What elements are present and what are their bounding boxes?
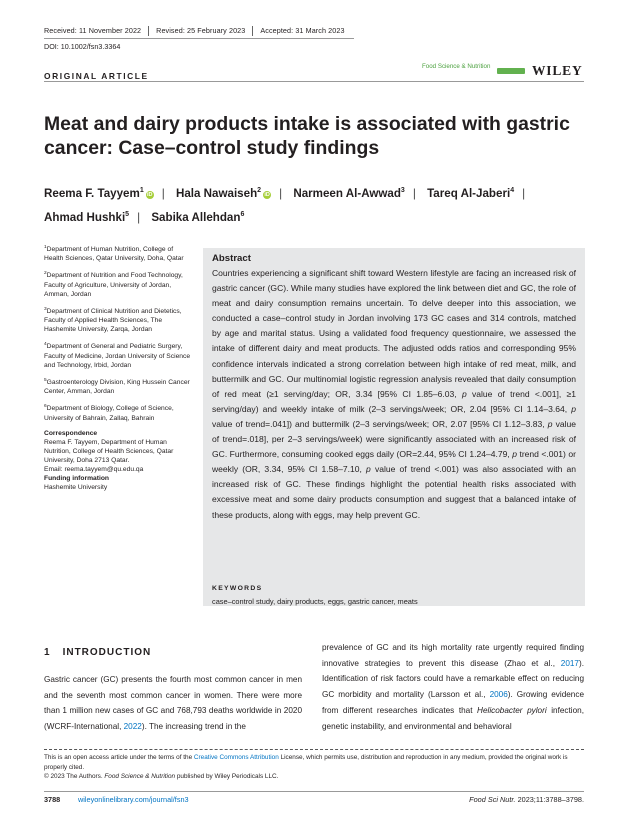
- correspondence-email: Email: reema.tayyem@qu.edu.qa: [44, 466, 144, 474]
- article-title: Meat and dairy products intake is associated with gastric cancer: Case–control study findings: [44, 113, 570, 159]
- license-notice: [44, 753, 584, 782]
- citation-link[interactable]: 2022: [123, 722, 142, 732]
- author[interactable]: Hala Nawaiseh$^2$iD: [175, 186, 270, 200]
- funding: [44, 474, 192, 492]
- doi[interactable]: DOI: 10.1002/fsn3.3364: [44, 42, 121, 51]
- revised-date: Revised: 25 February 2023: [156, 26, 246, 35]
- abstract-heading: Abstract: [212, 253, 251, 264]
- author[interactable]: Sabika Allehdan$^6$: [151, 210, 245, 224]
- author[interactable]: Narmeen Al-Awwad$^3$: [293, 186, 405, 200]
- author[interactable]: Tareq Al-Jaberi$^4$: [427, 186, 515, 200]
- abstract-body: Countries experiencing a significant shift toward Western lifestyle are facing an increased risk of gastric cancer (GC). While many studies have explored the link between diet and GC, the role of meat and dairy consumption remains uncertain. To delve deeper into this association, we conducted a case–control study in Jordan involving 173 GC cases and 314 controls, matched by age and marital status. Using a validated food frequency questionnaire, we assessed the intake of different dairy and meat products. The adjusted odds ratios and corresponding 95% confidence intervals indicated a strong correlation between high intake of red meat, milk, and buttermilk and GC. Our multinomial logistic regression analysis revealed that daily consumption of red meat (≥1 serving/day; OR, 3.34 [95% CI 1.85–6.03, p value of trend <.001], ≥1 serving/day) and weekly intake of milk (2–3 servings/week; OR, 2.04 [95% CI 1.14–3.64, p value of trend=.041]) and buttermilk (2–3 servings/week; OR, 2.07 [95% CI 1.12–3.83, p value of trend=.018], per 2–3 servings/week) were significantly associated with an increased risk of GC. Furthermore, consuming cooked eggs daily (OR=2.44, 95% CI 1.24–4.79, p trend <.001) or weekly (OR, 3.34, 95% CI 1.58–7.10, p value of trend <.001) was also associated with an increased risk of GC. These findings highlight the potential health risks associated with excessive meat and some dairy products consumption and suggest that a balanced intake of these products, along with eggs, may help prevent GC.: [212, 268, 577, 520]
- divider: [148, 26, 149, 36]
- citation-link[interactable]: 2017: [560, 658, 579, 668]
- citation-link[interactable]: 2006: [489, 690, 508, 700]
- orcid-icon[interactable]: iD: [146, 191, 153, 198]
- divider: [252, 26, 253, 36]
- funding-heading: Funding information: [44, 475, 110, 483]
- divider: [44, 749, 584, 750]
- affiliation: $^5$Gastroenterology Division, King Hussein Cancer Center, Amman, Jordan: [44, 377, 190, 396]
- section-heading: 1 INTRODUCTION: [44, 647, 152, 658]
- keywords-heading: KEYWORDS: [212, 585, 263, 592]
- affiliations-column: [44, 243, 192, 492]
- license-text: This is an open access article under the terms of the Creative Commons Attribution License, which permits use, distribution and reproduction in any medium, provided the original work is properly cited.: [44, 754, 568, 771]
- intro-column-left: Gastric cancer (GC) presents the fourth most common cancer in men and the seventh most common cancer in women. There were more than 1 million new cases of GC and 768,793 deaths worldwide in 2020 (WCRF-International, 2022). The increasing trend in the: [44, 675, 302, 732]
- divider: [44, 791, 584, 792]
- citation-line: Food Sci Nutr. 2023;11:3788–3798.: [469, 795, 584, 804]
- affiliation: $^4$Department of General and Pediatric Surgery, Faculty of Medicine, Jordan University of Science and Technology, Irbid, Jordan: [44, 342, 191, 369]
- author[interactable]: Ahmad Hushki$^5$: [44, 210, 130, 224]
- author-list: Reema F. Tayyem$^1$iD | Hala Nawaiseh$^2$iD | Narmeen Al-Awwad$^3$ | Tareq Al-Jaberi$^4$ | Ahmad Hushki$^5$ | Sabika Allehdan$^6$: [44, 186, 526, 224]
- email-link[interactable]: reema.tayyem@qu.edu.qa: [64, 466, 144, 474]
- intro-column-right: prevalence of GC and its high mortality rate urgently required finding innovative strategies to prevent this disease (Zhao et al., 2017). Identification of risk factors could have a remarkable effect on reducing GC morbidity and mortality (Larsson et al., 2006). Growing evidence from different researches indicates that Helicobacter pylori infection, genetic instability, and environmental and behavioral: [322, 643, 585, 731]
- received-date: Received: 11 November 2022: [44, 26, 142, 35]
- divider: [44, 81, 584, 82]
- license-link[interactable]: Creative Commons Attribution: [193, 754, 279, 761]
- article-type: ORIGINAL ARTICLE: [44, 71, 149, 81]
- journal-url[interactable]: wileyonlinelibrary.com/journal/fsn3: [78, 795, 189, 804]
- author[interactable]: Reema F. Tayyem$^1$iD: [44, 186, 153, 200]
- orcid-icon[interactable]: iD: [264, 191, 270, 198]
- accepted-date: Accepted: 31 March 2023: [260, 26, 345, 35]
- correspondence: [44, 429, 192, 474]
- divider: [44, 38, 354, 39]
- correspondence-heading: Correspondence: [44, 429, 98, 437]
- affiliation: $^3$Department of Clinical Nutrition and Dietetics, Faculty of Applied Health Sciences, The Hashemite University, Zarqa, Jordan: [44, 306, 182, 334]
- journal-chip-icon: [497, 68, 525, 74]
- affiliation: $^2$Department of Nutrition and Food Technology, Faculty of Agriculture, University of Jordan, Amman, Jordan: [44, 271, 183, 298]
- dates-line: [44, 26, 345, 36]
- copyright: © 2023 The Authors. Food Science & Nutrition published by Wiley Periodicals LLC.: [44, 773, 279, 781]
- publisher-logo[interactable]: WILEY: [532, 63, 583, 78]
- affiliation: $^6$Department of Biology, College of Science, University of Bahrain, Zallaq, Bahrain: [44, 404, 174, 422]
- correspondence-address: Reema F. Tayyem, Department of Human Nutrition, College of Health Sciences, Qatar University, Doha 2713 Qatar.: [44, 438, 174, 465]
- journal-badge[interactable]: Food Science & Nutrition: [422, 63, 491, 70]
- page-number: 3788: [44, 795, 61, 804]
- keywords-list: case–control study, dairy products, eggs, gastric cancer, meats: [212, 597, 418, 606]
- funding-text: Hashemite University: [44, 484, 108, 492]
- affiliation: $^1$Department of Human Nutrition, College of Health Sciences, Qatar University, Doha, Qatar: [44, 245, 184, 263]
